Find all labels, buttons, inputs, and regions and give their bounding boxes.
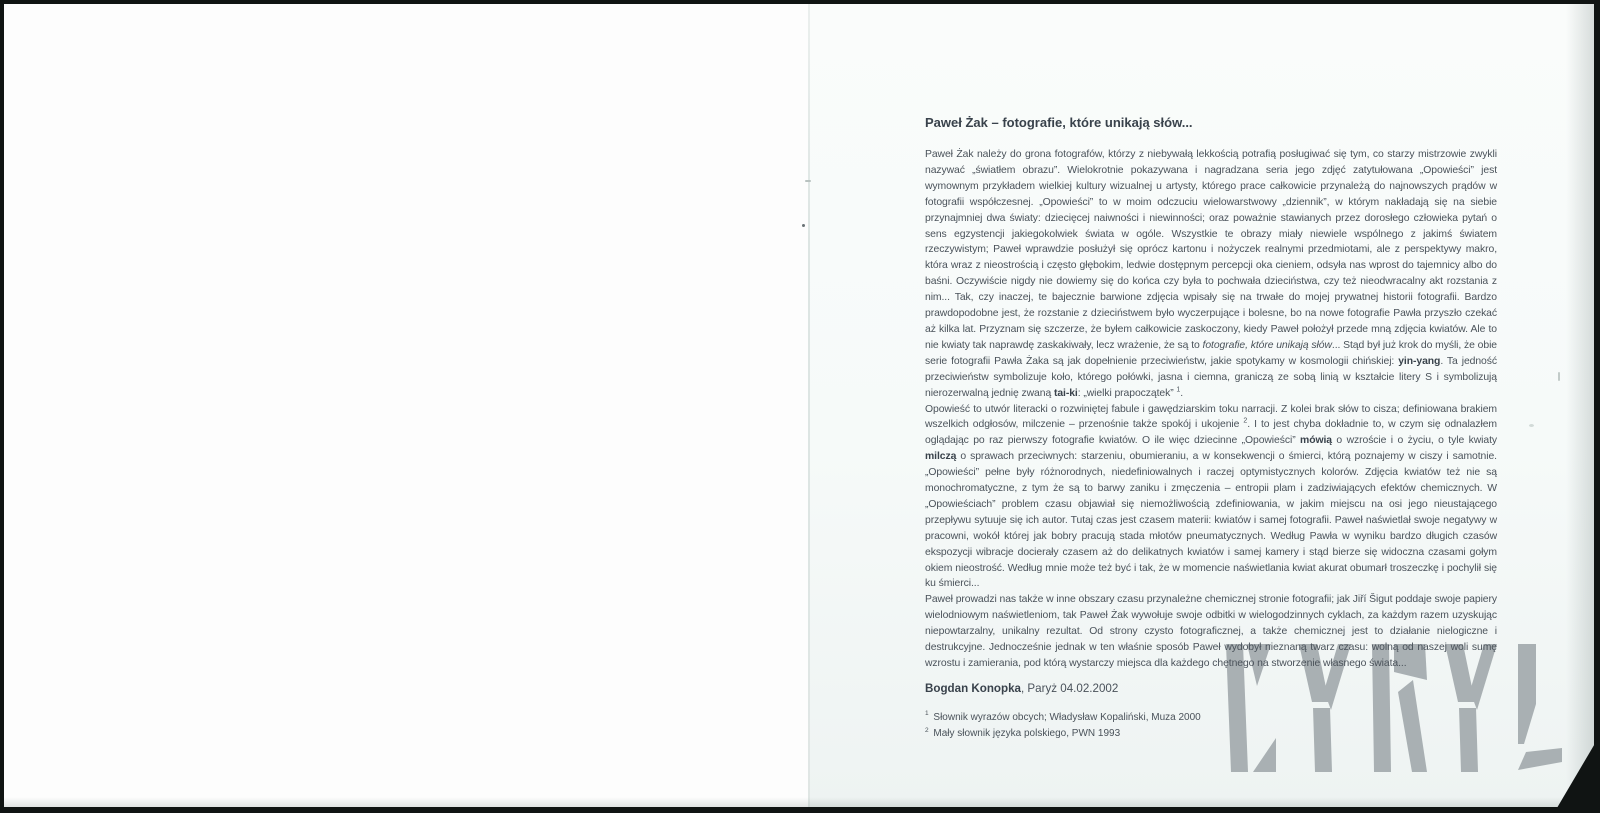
paragraph: Paweł prowadzi nas także w inne obszary czasu przynależne chemicznej stronie fotografii; jak Jiří Šigut poddaje swoje papiery wielodniowym naświetleniom, tak Paweł Żak wywołuje swoje odbitki w wielogodzinnych cyklach, za każdym razem uzyskując niepowtarzalny, unikalny rezultat. Od strony czysto fotograficznej, a także chemicznej jest to działanie nielogiczne i destrukcyjne. Jednocześnie jednak w ten właśnie sposób Paweł wydobył nieznaną twarz czasu: wolną od naszej woli sumę wzrostu i zamierania, pod którą wystarczy miejsca dla każdego chętnego na stworzenie własnego świata... (925, 594, 1497, 669)
footnote: $^1$ Słownik wyrazów obcych; Władysław Kopaliński, Muza 2000 (925, 710, 1201, 723)
footnote: $^2$ Mały słownik języka polskiego, PWN 1993 (925, 726, 1121, 740)
book-spread (4, 4, 1594, 807)
dust-speck (802, 224, 805, 227)
dust-speck (1529, 424, 1534, 427)
page-edge-shadow-right (1566, 4, 1594, 807)
left-page-blank (4, 4, 808, 807)
footnotes (925, 710, 1497, 743)
article (925, 114, 1497, 743)
paragraph: Opowieść to utwór literacki o rozwiniętej fabule i gawędziarskim toku narracji. Z kolei brak słów to cisza; definiowana brakiem wszelkich odgłosów, milczenie – przenośnie także spokój i ukojenie $^2$. I to jest chyba dokładnie to, w czym się odnalazłem oglądając po raz pierwszy fotografie kwiatów. O ile więc dziecinne „Opowieści” mówią o wzroście i o życiu, o tyle kwiaty milczą o sprawach przeciwnych: starzeniu, obumieraniu, a w konsekwencji o śmierci, którą poznajemy w ciszy i samotnie. „Opowieści” pełne były różnorodnych, niedefiniowalnych i raczej optymistycznych kolorów. Zdjęcia kwiatów też nie są monochromatyczne, z tym że są to barwy zaniku i zmęczenia – entropii plam i zadziwiających efektów chemicznych. W „Opowieściach” problem czasu objawiał się niemożliwością zdefiniowania, w jakim miejscu na osi jego nieustającego przepływu sytuuje się ich autor. Tutaj czas jest czasem materii: kwiatów i samej fotografii. Paweł naświetlał swoje negatywy w pracowni, wokół której jak bobry pracują stada młotów pneumatycznych. Według Pawła w wyniku bardzo długich czasów ekspozycji wibracje docierały czasem aż do delikatnych kwiatów i samej kamery i stąd bierze się widoczna czasami gołym okiem nieostrość. Według mnie może też być i tak, że w momencie naświetlania kwiat akurat obumarł troszeczkę i pochylił się ku śmierci... (925, 403, 1498, 590)
dust-speck (805, 180, 811, 182)
article-body (925, 147, 1497, 672)
signature-date: , Paryż 04.02.2002 (1020, 681, 1119, 695)
watermark-letter-l (1518, 644, 1562, 770)
footnote-marker: 2 (925, 726, 929, 734)
page-edge-shadow-bottom (4, 797, 1594, 807)
gutter-fold (808, 4, 810, 807)
footnote-marker: 1 (925, 710, 929, 718)
paragraph: Paweł Żak należy do grona fotografów, którzy z niebywałą lekkością potrafią posługiwać się tym, co starzy mistrzowie zwykli nazywać „światłem obrazu”. Wielokrotnie pokazywana i nagradzana seria jego zdjęć zatytułowana „Opowieści” jest wymownym przykładem wielkiej kultury wizualnej u artysty, którego prace całkowicie przynależą do najnowszych prądów w fotografii współczesnej. „Opowieści” to w moim odczuciu wielowarstwowy „dziennik”, w którym nakładają się na siebie przynajmniej dwa światy: dziecięcej naiwności i niewinności; oraz poważnie stawianych przez dorosłego człowieka pytań o sens egzystencji jakiegokolwiek świata w ogóle. Wszystkie te obrazy miały niewiele wspólnego z jakimś światem rzeczywistym; Paweł wprawdzie posłużył się oprócz kartonu i nożyczek realnymi przedmiotami, ale z perspektywy makro, która wraz z nieostrością i często głębokim, ledwie dostępnym percepcji oka cieniem, odsyła nas wprost do tajemnicy albo do baśni. Oczywiście nigdy nie dowiemy się do końca czy była to pochwała dzieciństwa, czy też nieodwracalny akt rozstania z nim... Tak, czy inaczej, te bajecznie barwione zdjęcia wpisały się na trwałe do mojej prywatnej historii fotografii. Bardzo prawdopodobne jest, że rozstanie z dzieciństwem było wyczerpujące i bolesne, bo na nowe fotografie Pawła przyszło czekać aż kilka lat. Przyznam się szczerze, że byłem całkowicie zaskoczony, kiedy Paweł położył przede mną zdjęcia kwiatów. Ale to nie kwiaty tak naprawdę zaskakiwały, lecz wrażenie, że są to fotografie, które unikają słów... Stąd był już krok do myśli, że obie serie fotografii Pawła Żaka są jak dopełnienie przeciwieństw, jakie spotykamy w kosmologii chińskiej: yin-yang. Ta jedność przeciwieństw symbolizuje koło, którego połówki, jasna i ciemna, graniczą ze sobą linią w kształcie litery S i symbolizują nierozerwalną jednię zwaną tai-ki: „wielki prapoczątek” $^1$. (925, 149, 1497, 399)
article-title: Paweł Żak – fotografie, które unikają słów... (925, 115, 1193, 130)
signature (925, 681, 1497, 697)
dust-speck (1558, 372, 1560, 381)
signature-name: Bogdan Konopka (925, 681, 1021, 695)
